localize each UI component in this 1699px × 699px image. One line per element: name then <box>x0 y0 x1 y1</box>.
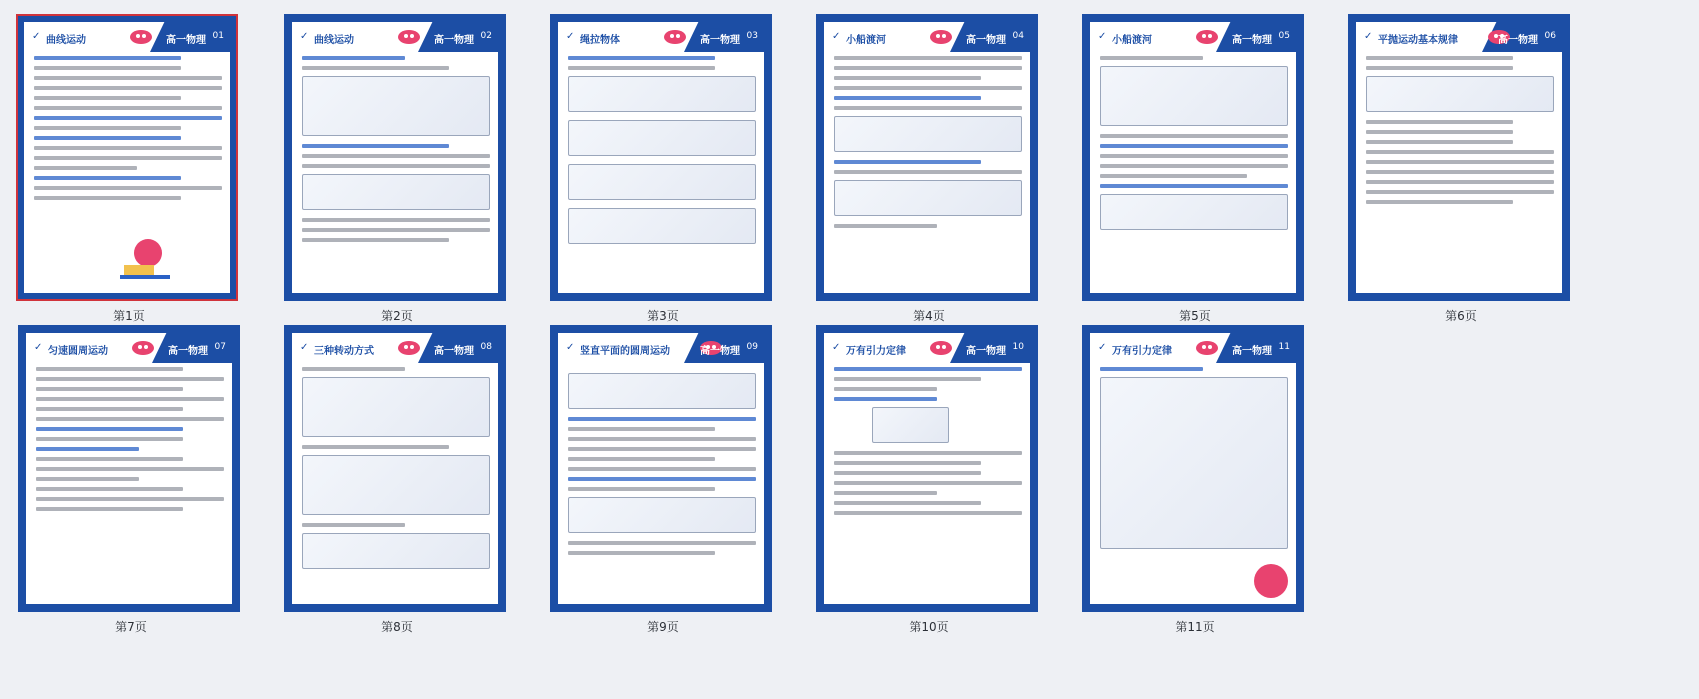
slide-number: 05 <box>1278 31 1290 41</box>
diagram <box>834 116 1022 152</box>
diagram <box>568 208 756 244</box>
slide-header <box>1090 22 1296 52</box>
slide-content <box>824 333 1030 604</box>
slide-frame <box>18 325 240 612</box>
check-icon: ✓ <box>1364 31 1373 42</box>
page-label: 第11页 <box>1175 620 1215 634</box>
mascot-logo-icon <box>130 339 156 357</box>
diagram <box>1100 66 1288 126</box>
slide-title: 曲线运动 <box>314 35 354 46</box>
course-label: 高一物理 <box>166 35 206 46</box>
slide-number: 06 <box>1544 31 1556 41</box>
formula-box <box>872 407 949 443</box>
mascot-logo-icon <box>396 339 422 357</box>
slide-frame <box>1082 325 1304 612</box>
diagram <box>568 164 756 200</box>
slide-content <box>24 22 230 293</box>
cartoon-illustration <box>114 235 174 283</box>
course-label: 高一物理 <box>966 35 1006 46</box>
slide-content <box>292 22 498 293</box>
slide-body <box>36 367 224 596</box>
check-icon: ✓ <box>34 342 43 353</box>
slide-content <box>1090 22 1296 293</box>
diagram <box>568 373 756 409</box>
slide-title: 平抛运动基本规律 <box>1378 35 1458 46</box>
page-label: 第8页 <box>381 620 413 634</box>
check-icon: ✓ <box>32 31 41 42</box>
page-label: 第6页 <box>1445 309 1477 323</box>
diagram <box>302 533 490 569</box>
check-icon: ✓ <box>832 342 841 353</box>
slide-content <box>558 333 764 604</box>
slide-frame <box>16 14 238 301</box>
course-label: 高一物理 <box>434 346 474 357</box>
course-label: 高一物理 <box>1498 35 1538 46</box>
slide-content <box>1090 333 1296 604</box>
check-icon: ✓ <box>300 31 309 42</box>
check-icon: ✓ <box>566 31 575 42</box>
diagram <box>834 180 1022 216</box>
slide-number: 09 <box>746 342 758 352</box>
mascot-logo-icon <box>662 28 688 46</box>
course-label: 高一物理 <box>966 346 1006 357</box>
slide-header <box>558 22 764 52</box>
slide-title: 曲线运动 <box>46 35 86 46</box>
slide-content <box>1356 22 1562 293</box>
page-label: 第4页 <box>913 309 945 323</box>
slide-title: 匀速圆周运动 <box>48 346 108 357</box>
course-label: 高一物理 <box>434 35 474 46</box>
diagram <box>568 76 756 112</box>
slide-header <box>292 22 498 52</box>
slide-body <box>302 56 490 285</box>
slide-header <box>824 333 1030 363</box>
slide-number: 03 <box>746 31 758 41</box>
slide-header <box>24 22 230 52</box>
slide-title: 三种转动方式 <box>314 346 374 357</box>
slide-title: 万有引力定律 <box>1112 346 1172 357</box>
page-label: 第7页 <box>115 620 147 634</box>
slide-content <box>292 333 498 604</box>
page-label: 第2页 <box>381 309 413 323</box>
mascot-logo-icon <box>928 339 954 357</box>
diagram <box>1366 76 1554 112</box>
check-icon: ✓ <box>1098 31 1107 42</box>
slide-header <box>1356 22 1562 52</box>
diagram <box>302 76 490 136</box>
slide-content <box>558 22 764 293</box>
diagram <box>302 174 490 210</box>
slide-title: 竖直平面的圆周运动 <box>580 346 670 357</box>
page-label: 第1页 <box>113 309 145 323</box>
slide-body <box>834 367 1022 596</box>
slide-frame <box>1082 14 1304 301</box>
formula-table <box>1100 377 1288 549</box>
slide-number: 01 <box>212 31 224 41</box>
slide-header <box>558 333 764 363</box>
slide-body <box>302 367 490 596</box>
slide-number: 04 <box>1012 31 1024 41</box>
diagram <box>568 120 756 156</box>
slide-body <box>1100 56 1288 285</box>
mascot-sticker-icon <box>1254 564 1288 598</box>
check-icon: ✓ <box>300 342 309 353</box>
page-label: 第10页 <box>909 620 949 634</box>
course-label: 高一物理 <box>1232 35 1272 46</box>
check-icon: ✓ <box>832 31 841 42</box>
slide-body <box>1366 56 1554 285</box>
slide-number: 02 <box>480 31 492 41</box>
slide-number: 07 <box>214 342 226 352</box>
slide-number: 08 <box>480 342 492 352</box>
mascot-logo-icon <box>396 28 422 46</box>
slide-title: 万有引力定律 <box>846 346 906 357</box>
slide-content <box>26 333 232 604</box>
check-icon: ✓ <box>566 342 575 353</box>
slide-title: 小船渡河 <box>846 35 886 46</box>
course-label: 高一物理 <box>700 35 740 46</box>
slide-body <box>1100 367 1288 596</box>
slide-number: 10 <box>1012 342 1024 352</box>
slide-header <box>824 22 1030 52</box>
diagram <box>302 455 490 515</box>
course-label: 高一物理 <box>700 346 740 357</box>
slide-frame <box>550 14 772 301</box>
slide-frame <box>550 325 772 612</box>
course-label: 高一物理 <box>168 346 208 357</box>
mascot-logo-icon <box>128 28 154 46</box>
slide-body <box>834 56 1022 285</box>
slide-body <box>568 56 756 285</box>
check-icon: ✓ <box>1098 342 1107 353</box>
slide-frame <box>816 14 1038 301</box>
page-label: 第9页 <box>647 620 679 634</box>
slide-frame <box>284 14 506 301</box>
slide-number: 11 <box>1278 342 1290 352</box>
slide-body <box>568 367 756 596</box>
slide-title: 小船渡河 <box>1112 35 1152 46</box>
course-label: 高一物理 <box>1232 346 1272 357</box>
slide-frame <box>1348 14 1570 301</box>
mascot-logo-icon <box>1194 28 1220 46</box>
page-label: 第3页 <box>647 309 679 323</box>
slide-frame <box>816 325 1038 612</box>
slide-header <box>26 333 232 363</box>
page-label: 第5页 <box>1179 309 1211 323</box>
diagram <box>302 377 490 437</box>
mascot-logo-icon <box>928 28 954 46</box>
diagram <box>568 497 756 533</box>
slide-frame <box>284 325 506 612</box>
slide-header <box>292 333 498 363</box>
slide-content <box>824 22 1030 293</box>
mascot-logo-icon <box>1194 339 1220 357</box>
slide-header <box>1090 333 1296 363</box>
diagram <box>1100 194 1288 230</box>
slide-title: 绳拉物体 <box>580 35 620 46</box>
